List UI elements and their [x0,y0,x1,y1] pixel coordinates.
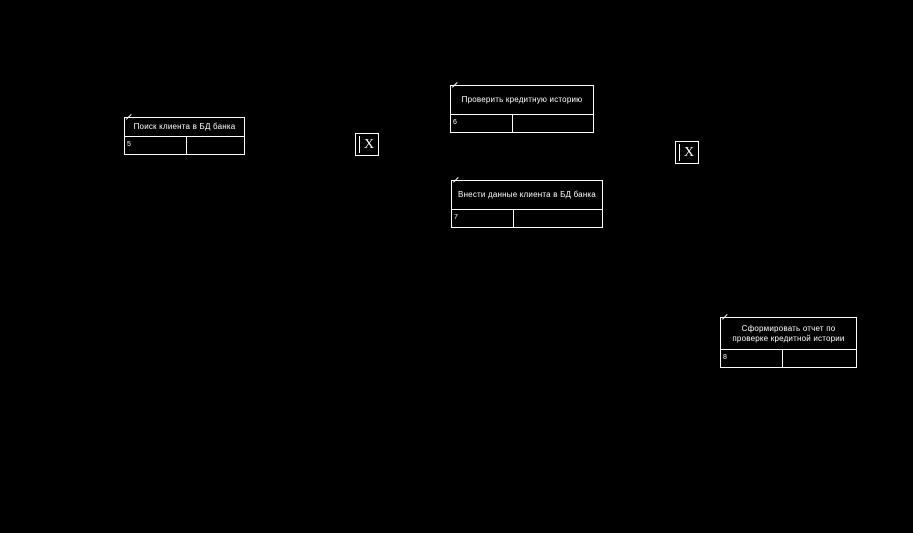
process-node-8-number: 8 [721,350,783,367]
process-node-6[interactable] [450,85,594,133]
junction-gate-left[interactable] [355,133,379,156]
process-node-7-name [514,210,602,227]
junction-gate-right[interactable] [675,141,699,164]
process-node-6-number: 6 [451,115,513,132]
process-node-5-number: 5 [125,137,187,154]
gate-x-icon: X [363,136,375,152]
gate-x-icon: X [683,144,695,160]
process-node-8-name [783,350,856,367]
process-node-5-title: Поиск клиента в БД банка [133,122,236,131]
process-node-7-number: 7 [452,210,514,227]
gate-bar-icon [679,144,680,161]
gate-bar-icon [359,136,360,153]
process-node-6-footer [451,114,593,132]
process-node-8-footer [721,349,856,367]
process-node-6-title: Проверить кредитную историю [461,95,583,104]
process-node-5[interactable] [124,117,245,155]
process-node-6-name [513,115,593,132]
process-node-5-name [187,137,244,154]
process-node-7-title: Внести данные клиента в БД банка [458,190,596,199]
process-node-8-title: Сформировать отчет по проверке кредитной истории [732,323,845,343]
process-node-7-footer [452,209,602,227]
process-node-8[interactable] [720,317,857,368]
process-node-7[interactable] [451,180,603,228]
process-node-5-footer [125,136,244,154]
